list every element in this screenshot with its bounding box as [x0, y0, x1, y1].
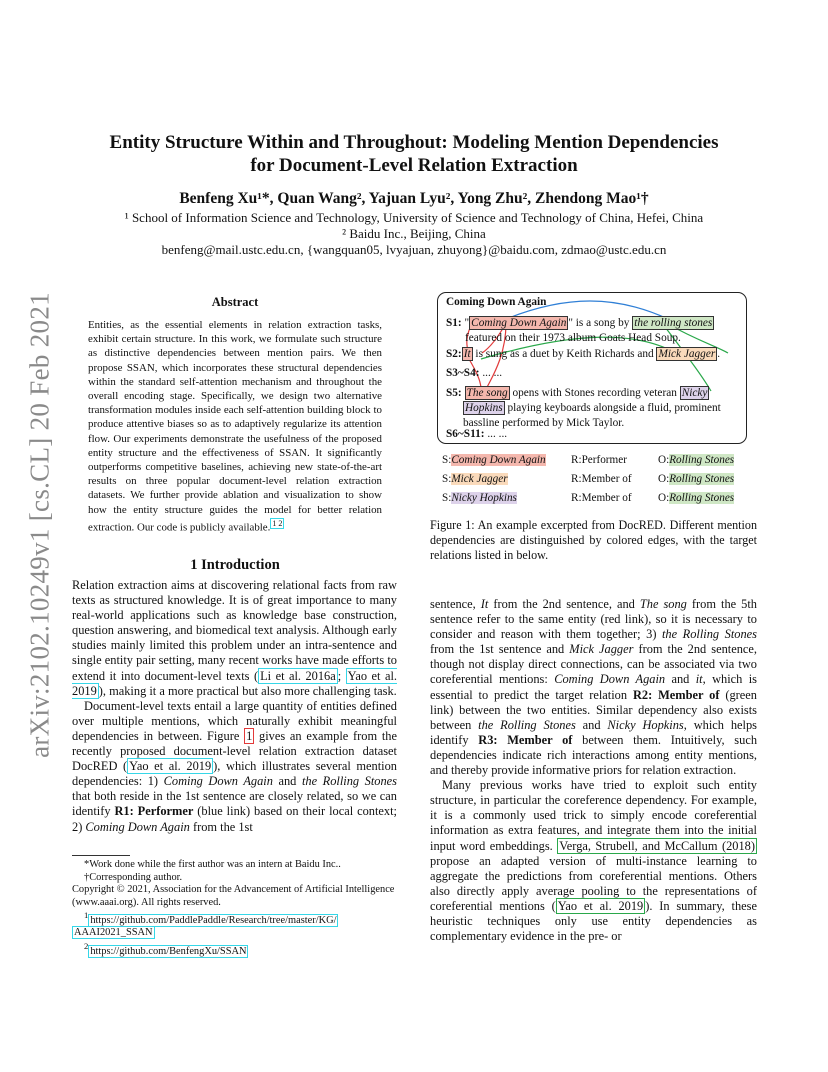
text: that both reside in the 1st sentence are closely related, so we can identify	[72, 789, 397, 819]
citation-link[interactable]: Yao et al. 2019	[72, 668, 397, 698]
footnote-mark: 2	[84, 941, 89, 952]
footnote-url-link[interactable]: https://github.com/BenfengXu/SSAN	[90, 945, 247, 957]
mention-the-song: The song	[466, 387, 508, 399]
footnote-link[interactable]: 1 2	[272, 518, 283, 528]
title-line-2: for Document-Level Relation Extraction	[250, 155, 578, 176]
entity-mention: Coming Down Again	[163, 774, 273, 789]
entity-mention: The song	[639, 597, 687, 611]
relation-type: R:Member of	[571, 473, 632, 485]
entity-mention: the Rolling Stones	[661, 627, 757, 642]
author-list: Benfeng Xu¹*, Quan Wang², Yajuan Lyu², Yong Zhu², Zhendong Mao¹†	[179, 190, 649, 207]
relation-type: R:Member of	[571, 492, 632, 504]
text: (blue link) based on their local context; 2)	[72, 804, 397, 834]
footnote-dagger: †Corresponding author.	[84, 871, 183, 883]
footnotes	[72, 859, 398, 958]
relation-type: R:Performer	[571, 454, 627, 466]
intro-paragraph-3	[430, 778, 757, 944]
relation-label: R2: Member of	[632, 687, 720, 702]
text: ... ...	[484, 428, 508, 440]
figure-sentence-1	[446, 316, 714, 331]
sentence-label: S5:	[446, 387, 462, 399]
relation-subject	[442, 489, 517, 508]
footnote-rule	[72, 855, 130, 856]
relation-subject	[442, 470, 508, 489]
footnote-url-link[interactable]: AAAI2021_SSAN	[74, 927, 153, 939]
relation-subject	[442, 451, 546, 470]
citation-link[interactable]: Verga, Strubell, and McCallum (2018)	[559, 838, 755, 853]
subject-prefix: S:	[442, 473, 452, 485]
text: ), making it a more practical but also more challenging task.	[98, 683, 397, 698]
abstract-text: Entities, as the essential elements in relation extraction tasks, exhibit certain structure. In this work, we formulate such structure as distinctive dependencies between mention pairs. We then propose SSAN, which incorporates these structural dependencies within the standard self-attention mechanism and throughout the overall encoding stage. Specifically, we design two alternative transformation modules inside each self-attention building block to produce attentive biases so as to adaptively regularize its attention flow. Our experiments demonstrate the usefulness of the proposed entity structure and the effectiveness of SSAN. It significantly outperforms competitive baselines, achieving new state-of-the-art results on three popular document-level relation extraction datasets. We further provide ablation and visualization to show how the entity structure guides the model for better relation extraction. Our code is publicly available.	[88, 319, 382, 534]
figure-doc-title: Coming Down Again	[446, 296, 547, 308]
mention-it: It	[463, 348, 471, 360]
figure-1-box	[437, 292, 747, 444]
entity-mention: It	[480, 597, 489, 611]
text: and	[272, 774, 302, 789]
author-emails: benfeng@mail.ustc.edu.cn, {wangquan05, lvyajuan, zhuyong}@baidu.com, zdmao@ustc.edu.cn	[161, 242, 667, 257]
footnote-url-link[interactable]	[88, 914, 338, 927]
relation-label: R3: Member of	[478, 732, 573, 747]
entity-mention: Coming Down Again	[85, 819, 190, 834]
url-part: https://github.com/PaddlePaddle/Research/tree/master/KG/	[90, 914, 337, 926]
object-prefix: O:	[658, 492, 670, 504]
citation-link[interactable]: Li et al. 2016a	[260, 668, 336, 683]
subject-prefix: S:	[442, 454, 452, 466]
text: .	[717, 348, 721, 360]
abstract-heading: Abstract	[211, 295, 259, 309]
figure-sentence-3-4	[446, 366, 502, 381]
text: Relation extraction aims at discovering relational facts from raw texts as structured knowledge. It is of great importance to many real-world applications such as knowledge base construction, question answering, and biomedical text analysis. Although early studies mainly limited this problem under an intra-sentence and single entity pair setting, many recent works have made efforts to extend it into document-level texts (	[72, 578, 397, 683]
mention-coming-down-again: Coming Down Again	[471, 317, 567, 329]
affiliation-2: ² Baidu Inc., Beijing, China	[342, 226, 486, 241]
text: Document-level texts entail a large quantity of entities defined over multiple mentions, which naturally exhibit meaningful dependencies in between. Figure	[72, 698, 397, 743]
figure-sentence-6-11	[446, 427, 507, 442]
intro-paragraph-1: Relation extraction aims at discovering relational facts from raw texts as structured knowledge. It is of great importance to many real-world applications such as knowledge base construction, question answering, and biomedical text analysis. Although early studies mainly limited this problem under an intra-sentence and single entity pair setting, many recent works have made efforts to extend it into document-level texts ( Li et al. 2016a ; Yao et al. 2019 ), making it a more practical but also more challenging task.	[72, 578, 397, 698]
figure-sentence-1-cont: featured on their 1973 album Goats Head Soup.	[465, 332, 681, 344]
text: (green link) between the two entities. Similar dependency also exists between	[430, 687, 757, 732]
text: propose an adapted version of multi-instance learning to aggregate the predictions from coreferential mentions. Others also directly apply average pooling to the representations of coreferential mentions (	[430, 853, 757, 913]
object-prefix: O:	[658, 454, 670, 466]
subject-prefix: S:	[442, 492, 452, 504]
figure-sentence-2	[446, 347, 720, 362]
left-column	[72, 578, 397, 835]
relation-object	[658, 470, 734, 489]
relation-object	[658, 451, 734, 470]
sentence-label: S3~S4:	[446, 367, 480, 379]
paper-title	[80, 131, 748, 177]
sentence-label: S2:	[446, 348, 462, 360]
text: ... ...	[479, 367, 503, 379]
arxiv-id: arXiv:2102.10249v1 [cs.CL] 20 Feb 2021	[24, 292, 55, 758]
entity-mention: it	[695, 672, 703, 687]
text: , which helps identify	[430, 717, 757, 747]
entity-mention: Nicky Hopkins	[607, 717, 684, 732]
text: " is a song by	[568, 317, 633, 329]
object-name: Rolling Stones	[669, 454, 735, 466]
object-prefix: O:	[658, 473, 670, 485]
subject-name: Coming Down Again	[451, 454, 546, 466]
text: between them. Intuitively, such dependencies indicate rich interactions among entity mentions, and thereby provide informative priors for relation extraction.	[430, 732, 758, 778]
entity-mention: the Rolling Stones	[301, 774, 398, 789]
mention-nicky-hopkins: Hopkins	[465, 402, 503, 414]
copyright-notice: Copyright © 2021, Association for the Advancement of Artificial Intelligence (www.aaai.org). All rights reserved.	[72, 884, 395, 908]
object-name: Rolling Stones	[669, 492, 735, 504]
footnote-mark: 1	[84, 910, 89, 921]
text: from the 1st sentence and	[430, 642, 570, 657]
text: gives an example from the recently proposed document-level relation extraction dataset DocRED (	[72, 728, 397, 774]
text: ), which illustrates several mention dependencies: 1)	[72, 759, 397, 789]
text: and	[575, 717, 608, 732]
section-heading-introduction: 1 Introduction	[190, 557, 280, 573]
mention-mick-jagger: Mick Jagger	[658, 348, 716, 360]
subject-name: Nicky Hopkins	[451, 492, 517, 504]
sentence-label: S6~S11:	[446, 428, 485, 440]
text: playing keyboards alongside a fluid, prominent bassline performed by Mick Taylor.	[463, 402, 721, 429]
intro-paragraph-2	[72, 699, 397, 835]
footnote-2	[72, 940, 398, 958]
relation-object	[658, 489, 734, 508]
mention-nicky-hopkins: Nicky	[681, 387, 708, 399]
footnote-star: *Work done while the first author was an intern at Baidu Inc..	[84, 859, 341, 870]
figure-ref-link[interactable]: 1	[246, 728, 253, 743]
text: and	[665, 672, 696, 687]
mention-the-rolling-stones: the rolling stones	[634, 317, 713, 329]
affiliation-1: ¹ School of Information Science and Technology, University of Science and Technology of China, Hefei, China	[124, 210, 704, 225]
figure-sentence-5	[446, 386, 709, 401]
arxiv-sidebar	[22, 290, 58, 760]
text: "	[464, 317, 470, 329]
text: from the 2nd sentence, and	[488, 597, 640, 611]
right-column	[430, 597, 757, 944]
title-line-1: Entity Structure Within and Throughout: Modeling Mention Dependencies	[109, 132, 719, 153]
sentence-label: S1:	[446, 317, 462, 329]
intro-paragraph-2-cont	[430, 597, 757, 778]
footnote-1-cont	[72, 927, 398, 940]
text: ). In summary, these heuristic techniques only use entity dependencies as complementary evidence in the pre- or	[430, 898, 757, 944]
subject-name: Mick Jagger	[451, 473, 508, 485]
text: opens with Stones recording veteran	[509, 387, 680, 399]
text: from the 1st	[189, 819, 253, 834]
citation-link[interactable]: Yao et al. 2019	[129, 759, 212, 774]
text: , which is essential to predict the target relation	[430, 672, 757, 702]
entity-mention: the Rolling Stones	[478, 717, 576, 732]
figure-1-caption: Figure 1: An example excerpted from DocRED. Different mention dependencies are distinguished by colored edges, with the target relations listed in below.	[430, 518, 757, 562]
citation-link[interactable]: Yao et al. 2019	[557, 898, 644, 913]
text: from the 5th sentence refer to the same entity (red link), so it is necessary to consider and reason with them together; 3)	[430, 597, 757, 642]
relation-label: R1: Performer	[114, 804, 194, 819]
text: Many previous works have tried to exploit such entity structure, in particular the coreference dependency. For example, it is a commonly used trick to simply encode coreferential information as extra features, and integrate them into the initial input word embeddings.	[430, 778, 757, 853]
abstract-body	[88, 318, 382, 535]
entity-mention: Mick Jagger	[569, 642, 634, 657]
footnote-1	[72, 909, 398, 927]
entity-mention: Coming Down Again	[554, 672, 666, 687]
text: sentence,	[430, 597, 481, 611]
text: from the 2nd sentence, though not display direct connections, can be associated via two coreferential mentions:	[430, 642, 758, 687]
object-name: Rolling Stones	[669, 473, 735, 485]
text: is sung as a duet by Keith Richards and	[472, 348, 657, 360]
